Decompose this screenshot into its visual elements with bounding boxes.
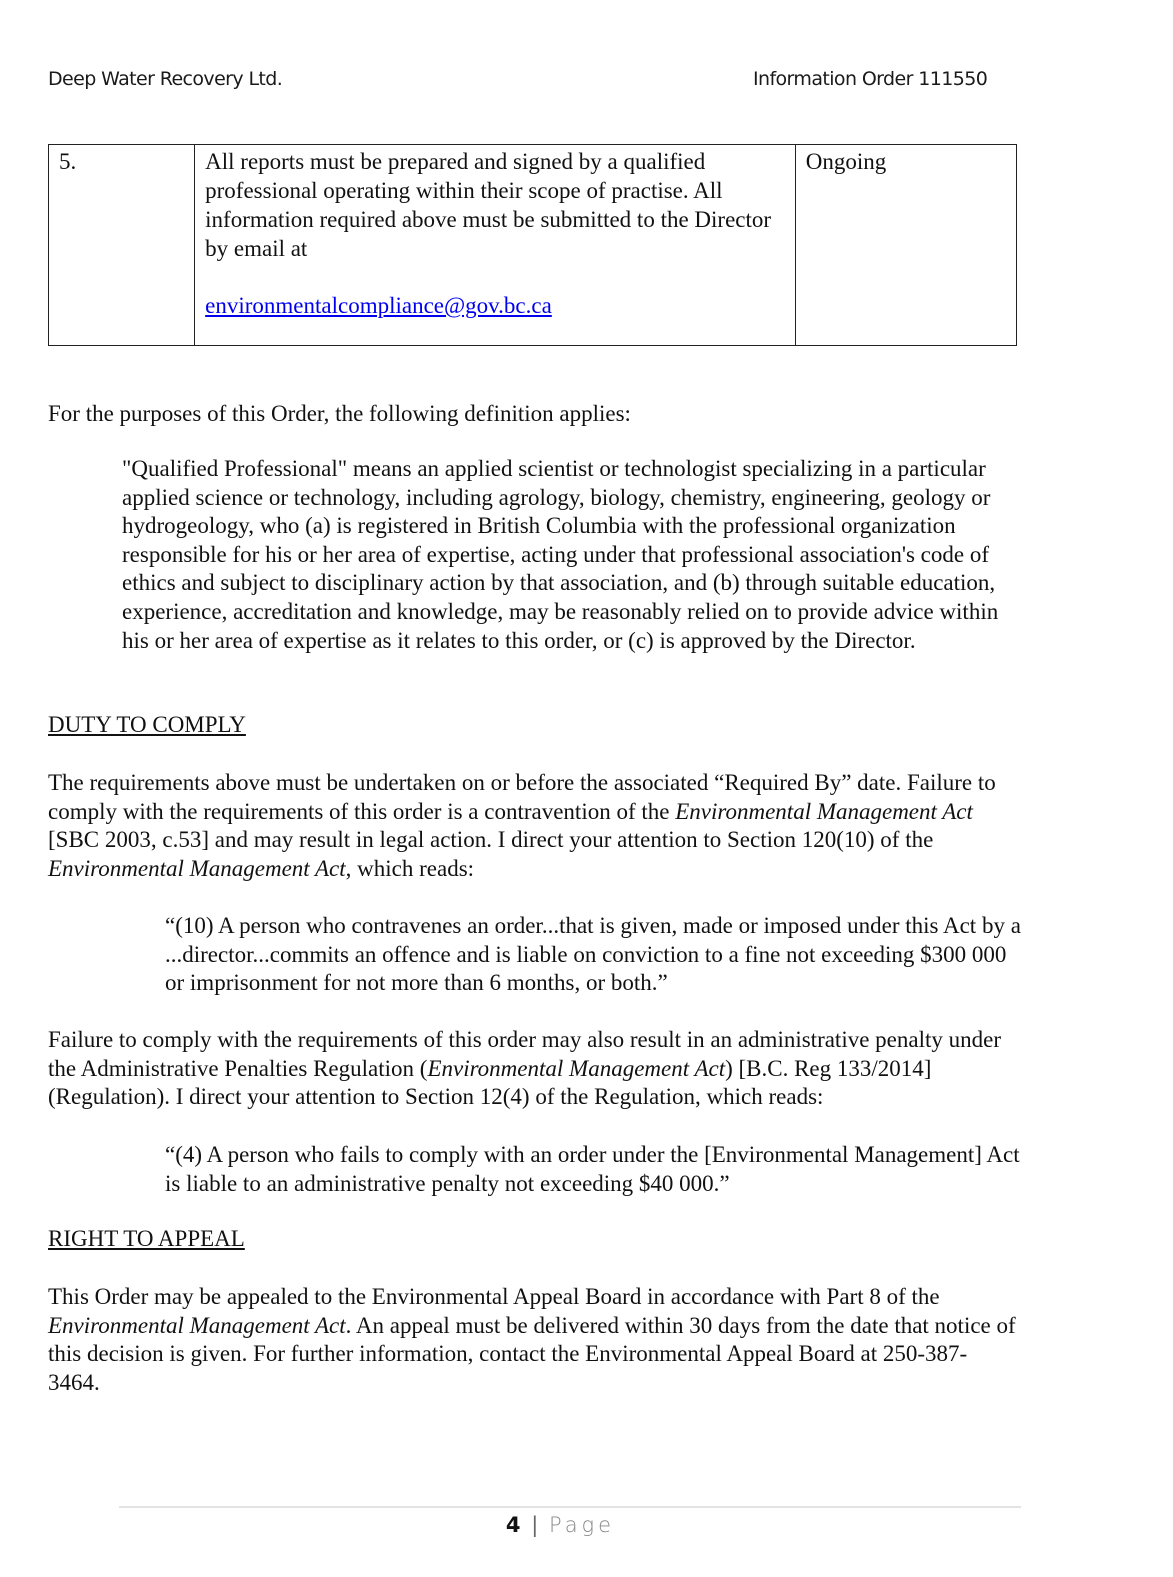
- footer-separator: |: [531, 1513, 539, 1537]
- duty-paragraph-2: [48, 1026, 1018, 1112]
- right-to-appeal-heading: RIGHT TO APPEAL: [48, 1226, 245, 1251]
- text: Failure to comply with the requirements of this order may also result in an administrative penalty under the Administrative Penalties Regulation (: [48, 1027, 1001, 1081]
- act-title: Environmental Management Act: [48, 855, 346, 881]
- duty-to-comply-heading: DUTY TO COMPLY: [48, 712, 246, 737]
- row-description: [195, 145, 796, 346]
- page-footer: [0, 1513, 1121, 1537]
- text: The requirements above must be undertaken on or before the associated “Required By” date. Failure to comply with the requirements of this order is a contravention of the: [48, 770, 996, 824]
- duty-paragraph-1: [48, 769, 1018, 883]
- email-link[interactable]: environmentalcompliance@gov.bc.ca: [205, 293, 552, 318]
- row-number: 5.: [49, 145, 195, 346]
- requirements-table: [48, 144, 1017, 346]
- act-title: Environmental Management Act: [48, 1312, 346, 1338]
- qualified-professional-definition: "Qualified Professional" means an applied scientist or technologist specializing in a particular applied science or technology, including agrology, biology, chemistry, engineering, geology or hydrogeology, who (a) is registered in British Columbia with the professional organization responsible for his or her area of expertise, acting under that professional association's code of ethics and subject to disciplinary action by that association, and (b) through suitable education, experience, accreditation and knowledge, may be reasonably relied on to provide advice within his or her area of expertise as it relates to this order, or (c) is approved by the Director.: [122, 456, 999, 653]
- section-120-quote: “(10) A person who contravenes an order...that is given, made or imposed under this Act by a ...director...commits an offence and is liable on conviction to a fine not exceeding $300 000 or imprisonment for not more than 6 months, or both.”: [165, 913, 1021, 996]
- description-text: All reports must be prepared and signed by a qualified professional operating within their scope of practise. All information required above must be submitted to the Director by email at: [205, 149, 772, 261]
- row-required-by: Ongoing: [795, 145, 1016, 346]
- page-number: 4: [505, 1513, 521, 1537]
- table-row: [49, 145, 1017, 346]
- footer-divider: [119, 1506, 1021, 1508]
- company-name: Deep Water Recovery Ltd.: [48, 68, 283, 90]
- text: ) [B.C. Reg 133/2014] (Regulation). I direct your attention to Section 12(4) of the Regulation, which reads:: [48, 1055, 932, 1110]
- text: This Order may be appealed to the Environmental Appeal Board in accordance with Part 8 of the: [48, 1284, 940, 1309]
- definition-intro: For the purposes of this Order, the following definition applies:: [48, 401, 631, 426]
- act-title: Environmental Management Act: [675, 798, 973, 824]
- section-12-quote: “(4) A person who fails to comply with an order under the [Environmental Management] Act is liable to an administrative penalty not exceeding $40 000.”: [165, 1142, 1020, 1196]
- text: , which reads:: [345, 855, 475, 881]
- order-number: Information Order 111550: [753, 68, 988, 90]
- text: [SBC 2003, c.53] and may result in legal action. I direct your attention to Section 120(10) of the: [48, 827, 934, 853]
- text: . An appeal must be delivered within 30 days from the date that notice of this decision is given. For further information, contact the Environmental Appeal Board at 250-387-3464.: [48, 1312, 1016, 1395]
- page-label: Page: [548, 1513, 616, 1537]
- act-title: Environmental Management Act: [427, 1055, 726, 1081]
- appeal-paragraph: [48, 1283, 1018, 1397]
